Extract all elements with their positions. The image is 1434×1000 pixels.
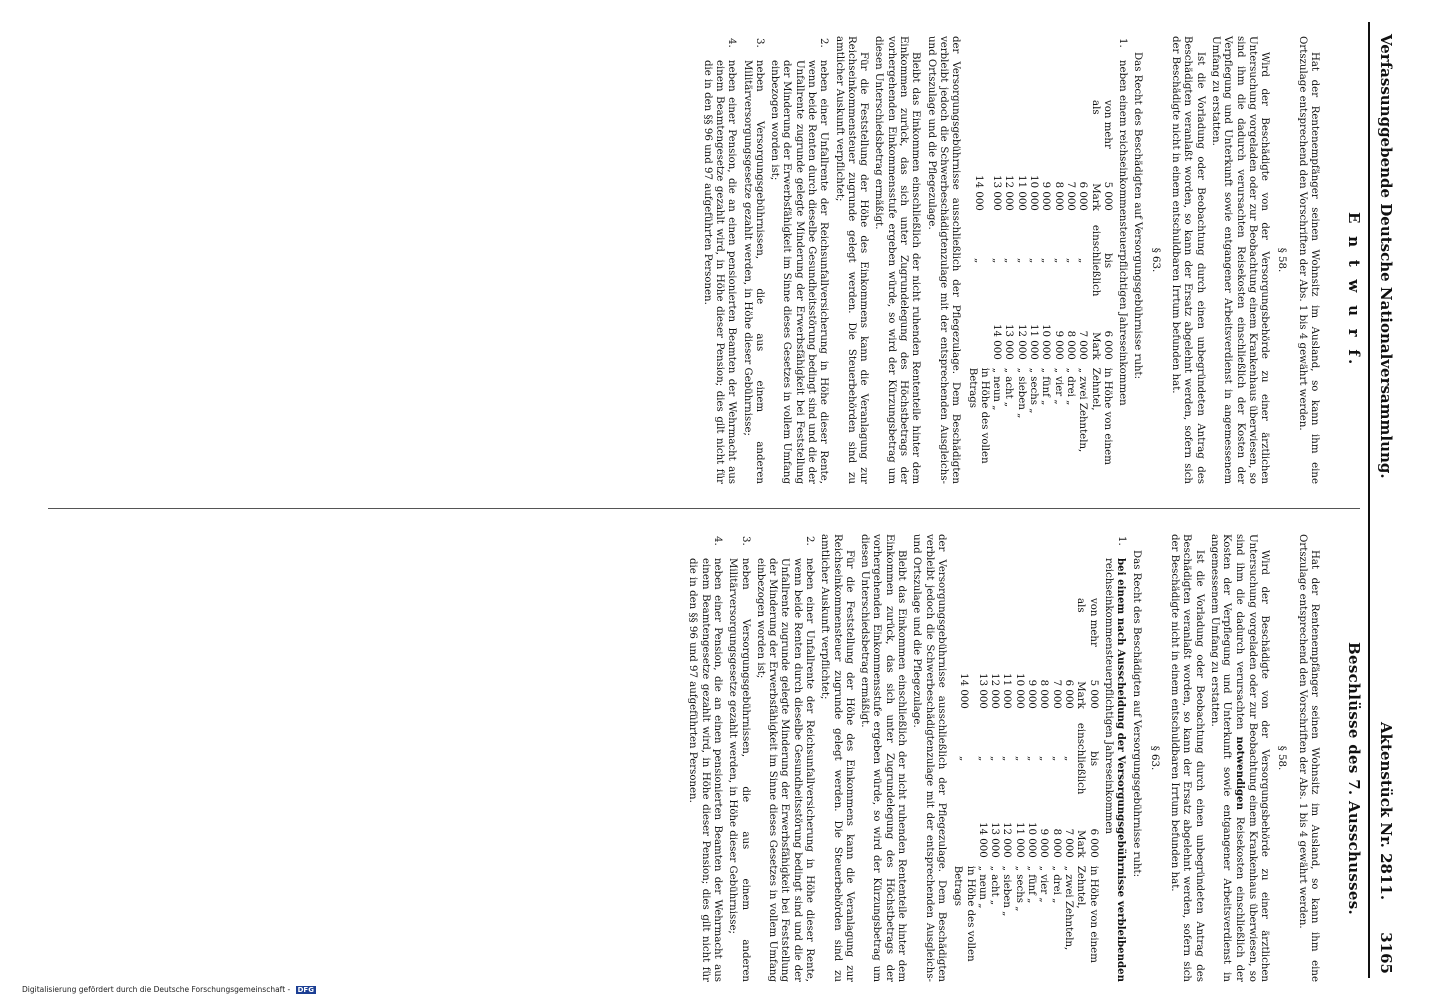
paragraph: Für die Feststellung der Höhe des Einkommens kann die Veranlagung zur Reichseinkommensteuer zugrunde gelegt werden. Die Steuerbehörden sind zu amtlicher Auskunft verpflichtet; (833, 36, 870, 484)
scale-prefix (951, 594, 976, 656)
item-number: 3. (739, 536, 751, 546)
footer-text: Digitalisierung gefördert durch die Deutsche Forschungsgemeinschaft - (22, 985, 291, 994)
scale-from: 12 000 (1003, 175, 1015, 211)
scale-to-label: „ (991, 258, 1003, 264)
item-text: neben Versorgungsgebührnissen, die aus einem anderen Militärversorgungsgesetze gezahlt werden, in Höhe dieser Gebührnisse; (741, 60, 765, 484)
scale-to: 6 000 Mark (1075, 828, 1099, 858)
scale-to: 13 000 (1003, 324, 1015, 360)
scale-prefix (1062, 594, 1074, 656)
column-divider (48, 508, 1360, 509)
scale-prefix (1014, 96, 1026, 158)
scale-row (1039, 96, 1051, 484)
paragraph: Hat der Rentenempfänger seinen Wohnsitz im Ausland, so kann ihm eine Ortszulage entsprechend den Vorschriften der Abs. 1 bis 4 gewährt werden. (1296, 36, 1320, 484)
scale-row (1051, 96, 1063, 484)
scale-row (1014, 96, 1026, 484)
scale-share: „ zwei Zehnteln, (1062, 865, 1074, 951)
scale-from: 10 000 (1013, 673, 1025, 709)
section-heading: § 63. (1148, 745, 1160, 771)
paragraph: Bleibt das Einkommen einschließlich der nicht ruhenden Rententeile hinter dem Einkommen zurück, das sich unter Zugrundelegung des Höchstbetrags der vorhergehenden Einkommensstufe ergeben würde, so wird der Kürzungsbetrag um diesen Unterschiedsbetrag ermäßigt. (873, 36, 922, 484)
scale-to-label: „ (958, 756, 970, 762)
scale-to-label: „ (1015, 258, 1027, 264)
scale-to-label: bis einschließlich (1089, 224, 1113, 297)
item-number: 1. (1116, 536, 1128, 546)
scale-share: „ neun „ (991, 367, 1003, 411)
scale-share: „ sechs „ (1028, 367, 1040, 414)
scale-from: 9 000 (1040, 181, 1052, 211)
scale-prefix: von mehr als (1075, 598, 1099, 647)
scale-prefix (1039, 96, 1051, 158)
scale-row (990, 96, 1002, 484)
paragraph: Wird der Beschädigte von der Versorgungsbehörde zu einer ärztlichen Untersuchung vorgeladen oder zur Beobachtung einem Krankenhaus überwiesen, so sind ihm die dadurch verursachten Reisekosten einschließlich der Kosten der Verpflegung und Unterkunft sowie entgangener Arbeitsverdienst in angemessenem Umfang zu erstatten. (1209, 36, 1271, 484)
scale-row (1064, 96, 1076, 484)
scale-from: 14 000 (972, 175, 984, 211)
scale-to-label: „ (1064, 258, 1076, 264)
scale-from: 11 000 (1015, 175, 1027, 211)
scale-row (1088, 96, 1113, 484)
scale-share: „ acht „ (1003, 367, 1015, 408)
scale-to: 14 000 (976, 822, 988, 858)
item-text: neben einer Pension, die an einen pensionierten Beamten der Wehrmacht aus einem Beamtengesetze gezahlt wird, in Höhe dieser Pension; dies gilt nicht für die in den §§ 96 und 97 aufgeführten Personen. (687, 558, 723, 982)
scale-share: „ drei „ (1050, 865, 1062, 904)
item-number: 2. (818, 38, 830, 48)
page-header (1370, 22, 1394, 978)
scale-to: 10 000 (1040, 324, 1052, 360)
scale-to-label: „ (1028, 258, 1040, 264)
scale-prefix (990, 96, 1002, 158)
scale-to: 10 000 (1026, 822, 1038, 858)
bold-text-run: bei einem nach Ausscheidung der Versorgungsgebührnisse verbleibenden (1115, 558, 1128, 982)
paragraph: Ist die Vorladung oder Beobachtung durch einen unbegründeten Antrag des Beschädigten veranlaßt worden, so kann der Ersatz abgelehnt werden, sofern sich der Beschädigte nicht in einem entschuldbaren Irrtum befunden hat. (1169, 534, 1205, 982)
header-document-number: Aktenstück Nr. 2811. (1377, 722, 1395, 901)
section-heading: § 58. (1276, 745, 1288, 771)
scale-from: 7 000 (1050, 679, 1062, 709)
scale-to: 11 000 (1028, 324, 1040, 360)
paragraph: Für die Feststellung der Höhe des Einkommens kann die Veranlagung zur Reichseinkommensteuer zugrunde gelegt werden. Die Steuerbehörden sind zu amtlicher Auskunft verpflichtet; (819, 534, 855, 982)
document-page (48, 22, 1395, 982)
item-text: neben einer Pension, die an einen pensionierten Beamten der Wehrmacht aus einem Beamtengesetze gezahlt wird, in Höhe dieser Pension; dies gilt nicht für die in den §§ 96 und 97 aufgeführten Personen. (701, 60, 738, 484)
scale-to: 8 000 (1064, 330, 1076, 360)
scale-prefix (1037, 594, 1049, 656)
paragraph: der Versorgungsgebührnisse ausschließlich der Pflegezulage. Dem Beschädigten verbleibt jedoch die Schwerbeschädigtenzulage mit der entsprechenden Ausgleichs- und Ortszulage und die Pflegezulage. (925, 36, 962, 484)
scale-share: in Höhe des vollen Betrags (952, 865, 976, 962)
header-title: Verfassunggebende Deutsche Nationalversammlung. (1377, 34, 1395, 479)
scale-to (965, 307, 990, 364)
text-run: Reisekosten einschließlich der Kosten der Verpflegung und Unterkunft sowie entgangener Arbeitsverdienst in angemessenem Umfang zu erstatten. (1208, 534, 1245, 982)
scale-to: 12 000 (1001, 822, 1013, 858)
list-item (1102, 534, 1128, 982)
text-run: Wird der Beschädigte von der Versorgungsbehörde zu einer ärztlichen Untersuchung vorgeladen oder zur Beobachtung einem Krankenhaus überwiesen, so sind ihm die dadurch verursachten (1233, 534, 1271, 982)
scale-row (1049, 594, 1061, 982)
income-scale-table (951, 594, 1099, 982)
scale-share: „ neun „ (976, 865, 988, 909)
list-item (1116, 36, 1128, 484)
scale-to-label: „ (1077, 258, 1089, 264)
scale-prefix (1064, 96, 1076, 158)
scale-prefix (965, 96, 990, 158)
item-text: neben einer Unfallrente der Reichsunfallversicherung in Höhe dieser Rente, wenn beide Renten durch dieselbe Gesundheitsstörung bedingt sind und die der Unfallrente zugrunde gelegte Minderung der Erwerbsfähigkeit bei Feststellung der Minderung der Erwerbsfähigkeit im Sinne dieses Gesetzes in vollem Umfang einbezogen worden ist; (754, 558, 816, 982)
income-scale-table (965, 96, 1113, 484)
list-item (754, 534, 815, 982)
scale-row (1012, 594, 1024, 982)
scale-from: 5 000 Mark (1075, 679, 1099, 709)
list-item (768, 36, 829, 484)
scale-row (1074, 594, 1099, 982)
left-column-heading: E n t w u r f. (1345, 212, 1363, 368)
scale-to-label: „ (1040, 258, 1052, 264)
scale-to-label: bis einschließlich (1075, 722, 1099, 795)
scale-row (1025, 594, 1037, 982)
section-heading: § 58. (1276, 247, 1288, 273)
scale-to: 14 000 (991, 324, 1003, 360)
scale-share: in Höhe von einem Zehntel, (1075, 865, 1099, 963)
item-number: 3. (753, 38, 765, 48)
item-number: 1. (1117, 38, 1129, 48)
scale-to-label: „ (1026, 756, 1038, 762)
scale-share: „ zwei Zehnteln, (1077, 367, 1089, 453)
scale-prefix (1049, 594, 1061, 656)
scale-share: „ vier „ (1052, 367, 1064, 405)
left-column (697, 36, 1320, 484)
scale-row (1062, 594, 1074, 982)
scale-from: 11 000 (1001, 673, 1013, 709)
scale-from: 8 000 (1038, 679, 1050, 709)
scale-to: 9 000 (1052, 330, 1064, 360)
scale-prefix (1025, 594, 1037, 656)
item-text: neben Versorgungsgebührnissen, die aus einem anderen Militärversorgungsgesetze gezahlt werden, in Höhe dieser Gebührnisse; (727, 558, 751, 982)
paragraph: Das Recht des Beschädigten auf Versorgungsgebührnisse ruht: (1132, 52, 1144, 380)
scale-row (951, 594, 976, 982)
scale-to: 9 000 (1038, 828, 1050, 858)
paragraph (1208, 534, 1270, 982)
item-text: neben einer Unfallrente der Reichsunfallversicherung in Höhe dieser Rente, wenn beide Renten durch dieselbe Gesundheitsstörung bedingt sind und die der Unfallrente zugrunde gelegte Minderung der Erwerbsfähigkeit bei Feststellung der Minderung der Erwerbsfähigkeit im Sinne dieses Gesetzes in vollem Umfang einbezogen worden ist; (769, 60, 830, 484)
scale-to: 8 000 (1050, 828, 1062, 858)
bold-text-run: notwendigen (1233, 736, 1246, 811)
scale-to: 7 000 (1077, 330, 1089, 360)
scale-to-label: „ (1052, 258, 1064, 264)
scale-to: 6 000 Mark (1089, 330, 1113, 360)
item-text: neben einem reichseinkommensteuerpflichtigen Jahreseinkommen (1117, 60, 1129, 406)
scale-to-label: „ (1001, 756, 1013, 762)
scale-to-label: „ (1050, 756, 1062, 762)
scale-share: „ drei „ (1064, 367, 1076, 406)
scale-row (965, 96, 990, 484)
scale-prefix (1076, 96, 1088, 158)
scale-prefix (1012, 594, 1024, 656)
scale-from: 13 000 (976, 673, 988, 709)
scale-share: in Höhe von einem Zehntel, (1089, 367, 1113, 465)
scale-prefix (976, 594, 988, 656)
scale-from: 10 000 (1028, 175, 1040, 211)
item-number: 4. (711, 536, 723, 546)
scale-row (1027, 96, 1039, 484)
scale-to (951, 805, 976, 862)
scale-to: 7 000 (1062, 828, 1074, 858)
scale-to-label: „ (1038, 756, 1050, 762)
list-item (726, 534, 751, 982)
scale-from: 12 000 (989, 673, 1001, 709)
scale-to-label: „ (976, 756, 988, 762)
scale-share: „ sechs „ (1013, 865, 1025, 912)
scale-to-label: „ (1062, 756, 1074, 762)
scale-share: „ sieben „ (1015, 367, 1027, 419)
text-run: reichseinkommensteuerpflichtigen Jahreseinkommen (1102, 558, 1114, 834)
list-item (700, 36, 737, 484)
scale-from: 13 000 (991, 175, 1003, 211)
scale-to-label: „ (989, 756, 1001, 762)
scale-from: 7 000 (1064, 181, 1076, 211)
scale-row (1002, 96, 1014, 484)
scale-row (988, 594, 1000, 982)
item-number: 4. (726, 38, 738, 48)
list-item (686, 534, 723, 982)
scale-row (976, 594, 988, 982)
scale-from: 6 000 (1077, 181, 1089, 211)
scale-to-label: „ (1013, 756, 1025, 762)
scale-from: 5 000 Mark (1089, 181, 1113, 211)
scale-from: 9 000 (1026, 679, 1038, 709)
section-heading: § 63. (1149, 247, 1161, 273)
scale-prefix (1002, 96, 1014, 158)
scale-row (1000, 594, 1012, 982)
digitization-footer (22, 985, 316, 994)
item-number: 2. (804, 536, 816, 546)
scale-to: 12 000 (1015, 324, 1027, 360)
scale-to-label: „ (1003, 258, 1015, 264)
scale-row (1076, 96, 1088, 484)
scale-from: 14 000 (958, 673, 970, 709)
paragraph: Das Recht des Beschädigten auf Versorgungsgebührnisse ruht: (1131, 550, 1143, 878)
paragraph: Hat der Rentenempfänger seinen Wohnsitz im Ausland, so kann ihm eine Ortszulage entsprechend den Vorschriften der Abs. 1 bis 4 gewährt werden. (1296, 534, 1320, 982)
scale-share: „ vier „ (1038, 865, 1050, 903)
right-column (683, 534, 1320, 982)
dfg-logo: DFG (297, 986, 314, 994)
scale-prefix: von mehr als (1089, 100, 1113, 149)
scale-body (951, 594, 1099, 982)
scale-share: „ sieben „ (1001, 865, 1013, 917)
scale-body (965, 96, 1113, 484)
paragraph: Bleibt das Einkommen einschließlich der nicht ruhenden Rententeile hinter dem Einkommen zurück, das sich unter Zugrundelegung des Höchstbetrags der vorhergehenden Einkommensstufe ergeben würde, so wird der Kürzungsbetrag um diesen Unterschiedsbetrag ermäßigt. (859, 534, 908, 982)
list-item (740, 36, 765, 484)
paragraph: der Versorgungsgebührnisse ausschließlich der Pflegezulage. Dem Beschädigten verbleibt jedoch die Schwerbeschädigtenzulage mit der entsprechenden Ausgleichs- und Ortszulage und die Pflegezulage. (911, 534, 947, 982)
scale-share: in Höhe des vollen Betrags (966, 367, 990, 464)
scale-row (1037, 594, 1049, 982)
scale-to: 11 000 (1013, 822, 1025, 858)
scale-prefix (988, 594, 1000, 656)
scale-share: „ fünf „ (1026, 865, 1038, 904)
scale-to-label: „ (972, 258, 984, 264)
scale-prefix (1051, 96, 1063, 158)
page-number: 3165 (1377, 932, 1395, 974)
scale-from: 8 000 (1052, 181, 1064, 211)
paragraph: Ist die Vorladung oder Beobachtung durch einen unbegründeten Antrag des Beschädigten veranlaßt worden, so kann der Ersatz abgelehnt werden, sofern sich der Beschädigte nicht in einem entschuldbaren Irrtum befunden hat. (1170, 36, 1206, 484)
scale-share: „ fünf „ (1040, 367, 1052, 406)
scale-share: „ acht „ (989, 865, 1001, 906)
scale-from: 6 000 (1062, 679, 1074, 709)
scale-to: 13 000 (989, 822, 1001, 858)
scale-prefix (1000, 594, 1012, 656)
scale-prefix (1027, 96, 1039, 158)
right-column-heading: Beschlüsse des 7. Ausschusses. (1345, 642, 1363, 916)
header-rule (1368, 22, 1370, 978)
